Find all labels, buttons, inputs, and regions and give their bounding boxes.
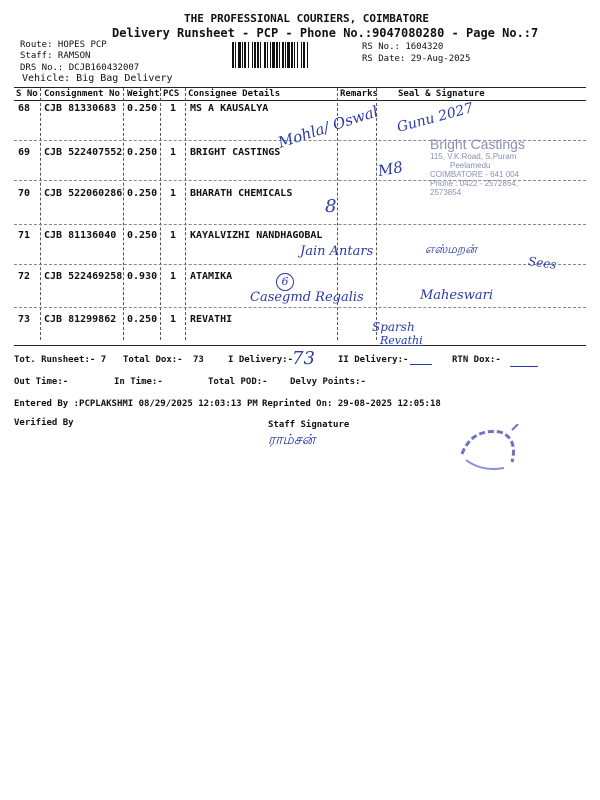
handwriting-row72-num: 6 [276,273,294,291]
tot-runsheet: Tot. Runsheet:- 7 [14,355,107,365]
i-delivery-label: I Delivery:- [228,355,294,365]
row-weight: 0.250 [127,188,158,199]
handwriting-row70: 8 [325,196,337,217]
row-consignee: REVATHI [190,314,233,325]
delvy-points: Delvy Points:- [290,377,366,387]
handwriting-row71-b: எஸ்மறன் [425,242,477,256]
row-weight: 0.930 [127,271,158,282]
drs-number: DRS No.: DCJB160432007 [20,63,140,73]
row-consignment: CJB 522407552 [44,147,123,158]
handwriting-row72-a: Casegmd Regalis [250,290,364,305]
col-remarks: Remarks [340,89,378,99]
handwriting-row72-b: Maheswari [420,288,494,303]
stamp-name: Bright Castings [430,136,525,152]
col-consignee: Consignee Details [188,89,281,99]
barcode-graphic [232,42,358,68]
stamp-line2: Peelamedu [450,161,491,170]
row-weight: 0.250 [127,314,158,325]
row-pcs: 1 [170,230,177,241]
row-consignee: ATAMIKA [190,271,233,282]
out-time: Out Time:- [14,377,69,387]
seal-stamp [452,424,524,480]
in-time: In Time:- [114,377,163,387]
rtn-dox-blank [510,366,538,367]
row-consignment: CJB 522060286 [44,188,123,199]
row-sno: 69 [18,147,31,158]
row-consignment: CJB 522469258 [44,271,123,282]
handwriting-row68: Mohla/ Oswal [275,102,381,152]
company-name: THE PROFESSIONAL COURIERS, COIMBATORE [184,12,430,25]
total-dox-label: Total Dox:- [123,355,183,365]
handwriting-row71-a: Jain Antars [300,244,374,259]
row-consignee: KAYALVIZHI NANDHAGOBAL [190,230,323,241]
row-pcs: 1 [170,103,177,114]
entered-by: Entered By :PCPLAKSHMI 08/29/2025 12:03:13 PM [14,399,258,409]
row-consignee: MS A KAUSALYA [190,103,269,114]
row-sno: 70 [18,188,31,199]
total-dox-value: 73 [193,355,204,365]
row-pcs: 1 [170,271,177,282]
runsheet-subtitle: Delivery Runsheet - PCP - Phone No.:9047080280 - Page No.:7 [112,26,539,40]
stamp-line1: 115, V.K.Road, S.Puram [430,152,517,161]
col-consignment: Consignment No [44,89,120,99]
stamp-line3: COIMBATORE - 641 004 [430,170,520,179]
row-weight: 0.250 [127,147,158,158]
rtn-dox-label: RTN Dox:- [452,355,501,365]
rs-date: RS Date: 29-Aug-2025 [362,54,471,64]
route: Route: HOPES PCP [20,40,107,50]
stamp-line4: Phone : 0422 - 2572854, 2573854 [430,179,519,197]
reprinted-on: Reprinted On: 29-08-2025 12:05:18 [262,399,441,409]
staff-signature-label: Staff Signature [268,420,350,430]
row-consignment: CJB 81136040 [44,230,117,241]
row-pcs: 1 [170,147,177,158]
row-weight: 0.250 [127,103,158,114]
col-weight: Weight [127,89,160,99]
row-sno: 72 [18,271,31,282]
col-seal-signature: Seal & Signature [398,89,485,99]
row-consignment: CJB 81330683 [44,103,117,114]
handwriting-row71-c: Sees [527,254,558,272]
row-weight: 0.250 [127,230,158,241]
barcode [232,42,358,68]
col-sno: S No [16,89,38,99]
total-pod: Total POD:- [208,377,268,387]
rs-number: RS No.: 1604320 [362,42,444,52]
col-pcs: PCS [163,89,180,99]
row-pcs: 1 [170,314,177,325]
row-consignee: BRIGHT CASTINGS [190,147,281,158]
row-pcs: 1 [170,188,177,199]
staff-signature: ராம்சன் [268,432,316,448]
row-consignee: BHARATH CHEMICALS [190,188,293,199]
i-delivery-handwritten: 73 [292,348,315,369]
seal-graphic [452,424,524,480]
company-stamp [430,136,550,197]
handwriting-row73-a: Sparsh [372,320,415,334]
row-consignment: CJB 81299862 [44,314,117,325]
handwriting-row69: M8 [376,157,405,181]
vehicle: Vehicle: Big Bag Delivery [22,73,173,84]
handwriting-row73-b: Revathi [380,334,423,347]
row-sno: 68 [18,103,31,114]
verified-by: Verified By [14,418,74,428]
ii-delivery-label: II Delivery:- [338,355,409,365]
signature-row68: Gunu 2027 [395,100,476,136]
ii-delivery-blank [410,364,432,365]
row-sno: 73 [18,314,31,325]
staff: Staff: RAMSON [20,51,91,61]
row-sno: 71 [18,230,31,241]
